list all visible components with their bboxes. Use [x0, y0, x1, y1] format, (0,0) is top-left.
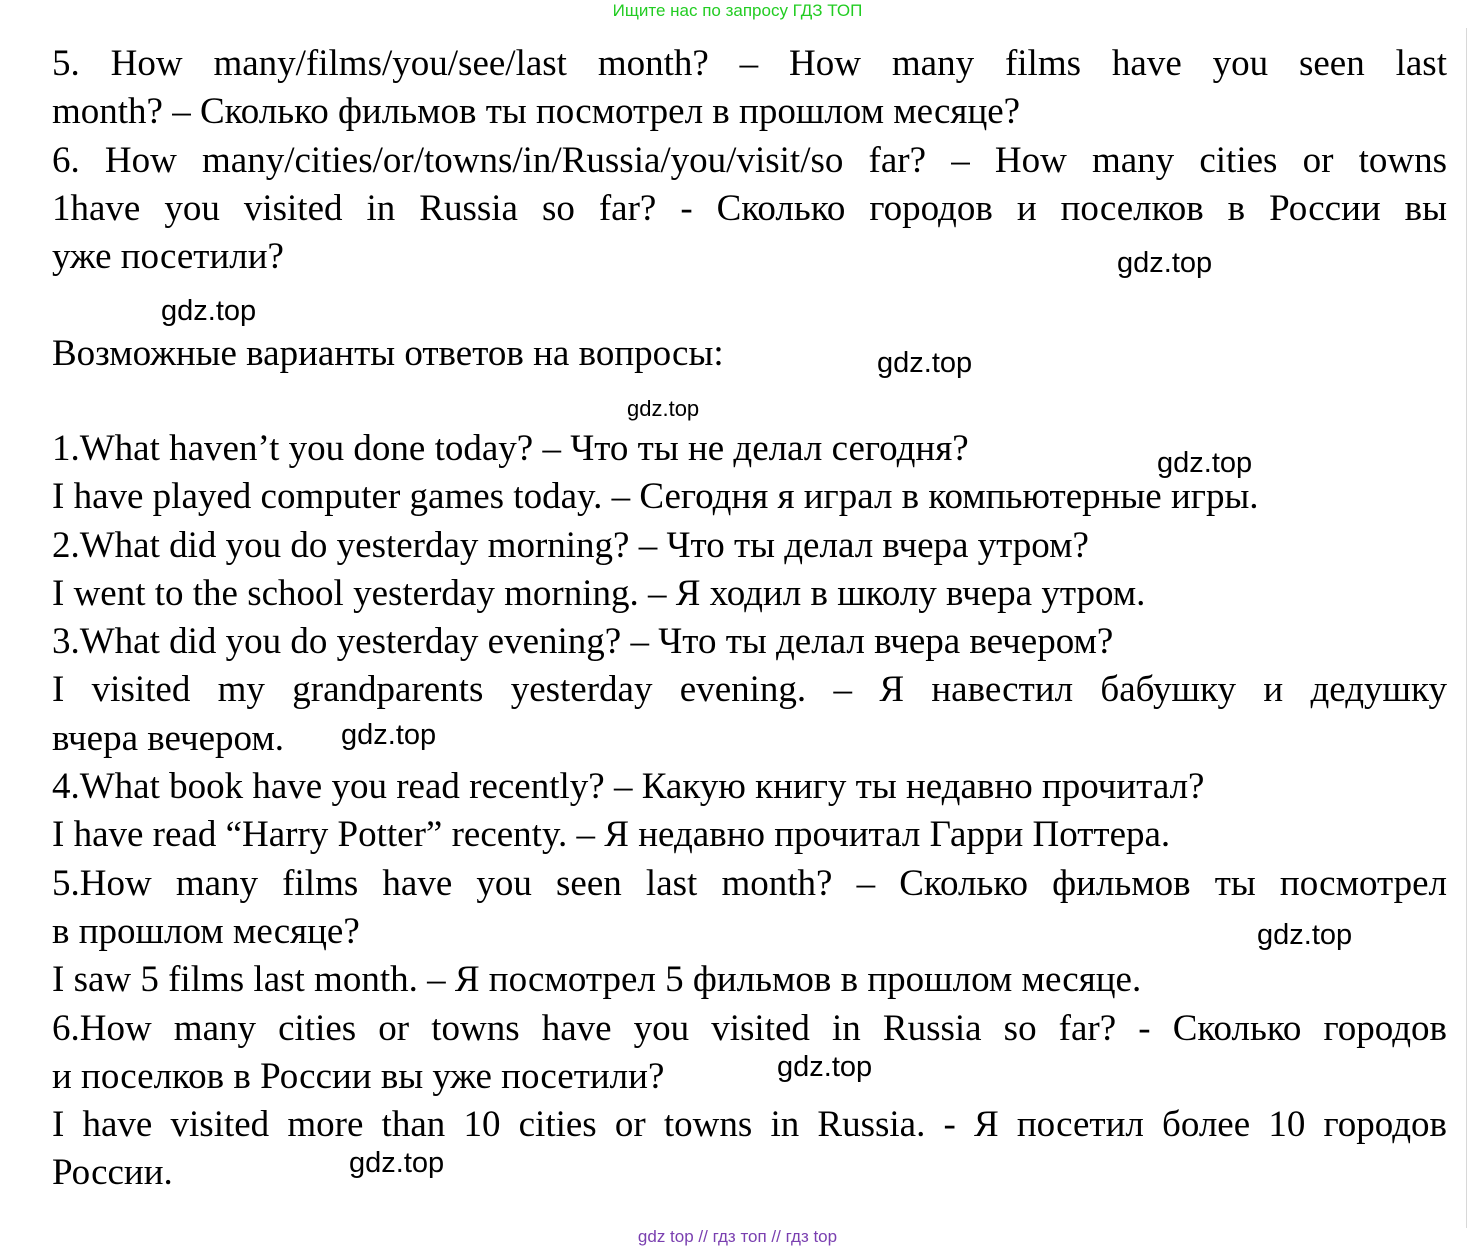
- text-line: 1have you visited in Russia so far? - Сколько городов и поселков в России вы: [52, 187, 1447, 229]
- text-line: 6. How many/cities/or/towns/in/Russia/you/visit/so far? – How many cities or towns: [52, 139, 1447, 181]
- watermark: gdz.top: [161, 295, 257, 327]
- answer-line: I saw 5 films last month. – Я посмотрел 5 фильмов в прошлом месяце.: [52, 959, 1142, 1001]
- answers-heading: Возможные варианты ответов на вопросы:: [52, 333, 724, 374]
- text-line: month? – Сколько фильмов ты посмотрел в прошлом месяце?: [52, 91, 1021, 133]
- watermark: gdz.top: [877, 347, 973, 379]
- question-block: [52, 40, 1447, 281]
- answer-line: I have read “Harry Potter” recenty. – Я недавно прочитал Гарри Поттера.: [52, 814, 1171, 856]
- question-line: 4.What book have you read recently? – Какую книгу ты недавно прочитал?: [52, 766, 1205, 808]
- question-line: 3.What did you do yesterday evening? – Что ты делал вчера вечером?: [52, 621, 1114, 663]
- watermark: gdz.top: [341, 719, 437, 751]
- question-line: 5.How many films have you seen last month? – Сколько фильмов ты посмотрел: [52, 862, 1447, 904]
- answers-block: [52, 425, 1447, 1198]
- answer-line: I have visited more than 10 cities or towns in Russia. - Я посетил более 10 городов: [52, 1104, 1447, 1146]
- watermark: gdz.top: [1257, 919, 1353, 951]
- answer-line: I have played computer games today. – Сегодня я играл в компьютерные игры.: [52, 476, 1259, 518]
- answer-line: I visited my grandparents yesterday evening. – Я навестил бабушку и дедушку: [52, 669, 1447, 711]
- top-banner: Ищите нас по запросу ГДЗ ТОП: [612, 1, 863, 20]
- answer-line: России.: [52, 1152, 173, 1194]
- question-line: 1.What haven’t you done today? – Что ты не делал сегодня?: [52, 428, 969, 469]
- watermark: gdz.top: [1117, 247, 1213, 279]
- watermark: gdz.top: [777, 1051, 873, 1083]
- watermark: gdz.top: [1157, 447, 1253, 479]
- watermark: gdz.top: [627, 396, 700, 421]
- text-line: уже посетили?: [52, 236, 284, 278]
- answer-line: I went to the school yesterday morning. – Я ходил в школу вчера утром.: [52, 572, 1146, 614]
- question-line: 2.What did you do yesterday morning? – Что ты делал вчера утром?: [52, 524, 1089, 566]
- question-line: в прошлом месяце?: [52, 910, 360, 952]
- answer-line: вчера вечером.: [52, 717, 285, 759]
- watermark: gdz.top: [349, 1147, 445, 1179]
- answers-heading-block: [52, 330, 1447, 378]
- question-line: и поселков в России вы уже посетили?: [52, 1055, 665, 1097]
- text-line: 5. How many/films/you/see/last month? – How many films have you seen last: [52, 43, 1447, 84]
- footer-text: gdz top // гдз топ // гдз top: [637, 1227, 838, 1246]
- right-edge-rule: [1466, 28, 1467, 1228]
- question-line: 6.How many cities or towns have you visited in Russia so far? - Сколько городов: [52, 1007, 1447, 1049]
